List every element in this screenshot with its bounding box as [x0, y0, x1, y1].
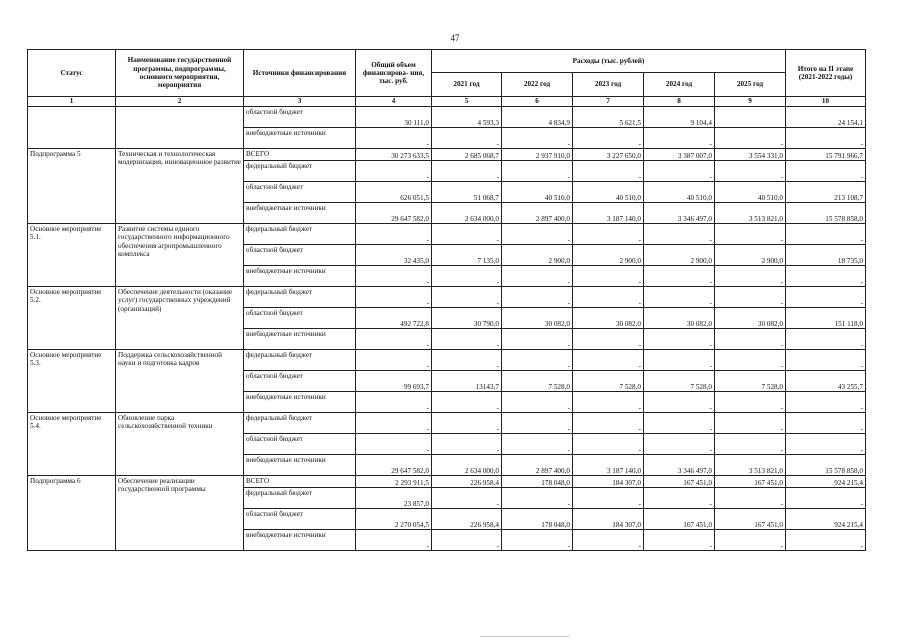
- table-row: [28, 224, 866, 245]
- funding-source-cell: областной бюджет: [244, 509, 356, 530]
- year-value-cell: -: [715, 530, 786, 551]
- itogo-value-cell: -: [786, 329, 866, 350]
- funding-source-cell: федеральный бюджет: [244, 287, 356, 308]
- year-value-cell: 3 187 140,0: [573, 455, 644, 476]
- year-value-cell: -: [715, 488, 786, 509]
- year-value-cell: 13143,7: [432, 371, 502, 392]
- itogo-value-cell: 24 154,1: [786, 107, 866, 128]
- funding-source-cell: внебюджетные источники: [244, 455, 356, 476]
- year-value-cell: -: [502, 266, 573, 287]
- total-value-cell: 492 722,8: [356, 308, 432, 329]
- column-number: 6: [502, 97, 573, 107]
- year-value-cell: 30 082,0: [502, 308, 573, 329]
- year-value-cell: 178 048,0: [502, 509, 573, 530]
- year-value-cell: -: [573, 530, 644, 551]
- status-cell: Подпрограмма 6: [28, 476, 116, 551]
- year-value-cell: 30 082,0: [715, 308, 786, 329]
- year-value-cell: -: [573, 128, 644, 149]
- program-name-cell: [116, 107, 244, 149]
- year-value-cell: -: [573, 434, 644, 455]
- status-cell: Основное мероприятие 5.2.: [28, 287, 116, 350]
- year-value-cell: -: [715, 128, 786, 149]
- year-value-cell: -: [573, 266, 644, 287]
- table-row: [28, 107, 866, 128]
- year-value-cell: 40 510,0: [644, 182, 715, 203]
- year-value-cell: 167 451,0: [715, 476, 786, 488]
- funding-source-cell: ВСЕГО: [244, 476, 356, 488]
- column-number: 10: [786, 97, 866, 107]
- col-source-header: Источники финансирования: [244, 50, 356, 97]
- col-total-header: Общий объем финансирова- ния, тыс. руб.: [356, 50, 432, 97]
- year-value-cell: -: [573, 392, 644, 413]
- year-value-cell: 5 621,5: [573, 107, 644, 128]
- year-value-cell: -: [502, 287, 573, 308]
- table-row: [28, 149, 866, 161]
- year-value-cell: -: [432, 266, 502, 287]
- program-name-cell: Обновление парка сельскохозяйственной техники: [116, 413, 244, 476]
- year-value-cell: 9 104,4: [644, 107, 715, 128]
- year-value-cell: 2 900,0: [644, 245, 715, 266]
- funding-source-cell: внебюджетные источники: [244, 392, 356, 413]
- year-header: 2021 год: [432, 73, 502, 97]
- funding-source-cell: ВСЕГО: [244, 149, 356, 161]
- col-itogo-header: Итого на II этапе (2021-2022 годы): [786, 50, 866, 97]
- year-value-cell: 2 900,0: [573, 245, 644, 266]
- year-value-cell: -: [715, 224, 786, 245]
- year-value-cell: 184 307,0: [573, 509, 644, 530]
- year-value-cell: 30 790,0: [432, 308, 502, 329]
- itogo-value-cell: -: [786, 224, 866, 245]
- itogo-value-cell: 213 108,7: [786, 182, 866, 203]
- funding-source-cell: федеральный бюджет: [244, 488, 356, 509]
- year-header: 2022 год: [502, 73, 573, 97]
- year-value-cell: 7 135,0: [432, 245, 502, 266]
- funding-source-cell: областной бюджет: [244, 245, 356, 266]
- total-value-cell: -: [356, 413, 432, 434]
- total-value-cell: -: [356, 329, 432, 350]
- year-value-cell: 7 528,0: [502, 371, 573, 392]
- year-value-cell: -: [715, 287, 786, 308]
- year-value-cell: -: [644, 530, 715, 551]
- itogo-value-cell: -: [786, 434, 866, 455]
- year-value-cell: 7 528,0: [715, 371, 786, 392]
- year-value-cell: -: [502, 530, 573, 551]
- year-value-cell: 226 958,4: [432, 509, 502, 530]
- itogo-value-cell: 18 735,0: [786, 245, 866, 266]
- funding-source-cell: областной бюджет: [244, 371, 356, 392]
- year-value-cell: -: [644, 392, 715, 413]
- column-number: 8: [644, 97, 715, 107]
- program-name-cell: Техническая и технологическая модернизация, инновационное развитие: [116, 149, 244, 224]
- funding-source-cell: внебюджетные источники: [244, 329, 356, 350]
- itogo-value-cell: -: [786, 488, 866, 509]
- total-value-cell: 30 111,0: [356, 107, 432, 128]
- year-value-cell: 2 685 068,7: [432, 149, 502, 161]
- year-value-cell: 178 048,0: [502, 476, 573, 488]
- year-value-cell: -: [715, 413, 786, 434]
- status-cell: Основное мероприятие 5.4.: [28, 413, 116, 476]
- year-value-cell: -: [644, 350, 715, 371]
- table-row: [28, 287, 866, 308]
- year-header: 2024 год: [644, 73, 715, 97]
- year-value-cell: -: [715, 350, 786, 371]
- total-value-cell: -: [356, 287, 432, 308]
- year-value-cell: -: [573, 224, 644, 245]
- column-number: 4: [356, 97, 432, 107]
- itogo-value-cell: 151 118,0: [786, 308, 866, 329]
- year-value-cell: -: [644, 128, 715, 149]
- column-number: 5: [432, 97, 502, 107]
- total-value-cell: -: [356, 266, 432, 287]
- year-value-cell: -: [502, 329, 573, 350]
- year-value-cell: 167 451,0: [644, 509, 715, 530]
- year-value-cell: -: [573, 488, 644, 509]
- column-number: 2: [116, 97, 244, 107]
- year-value-cell: -: [432, 413, 502, 434]
- itogo-value-cell: -: [786, 266, 866, 287]
- itogo-value-cell: -: [786, 530, 866, 551]
- total-value-cell: 30 273 633,5: [356, 149, 432, 161]
- column-number: 9: [715, 97, 786, 107]
- year-value-cell: 7 528,0: [644, 371, 715, 392]
- year-value-cell: [715, 107, 786, 128]
- funding-source-cell: областной бюджет: [244, 107, 356, 128]
- year-value-cell: 184 307,0: [573, 476, 644, 488]
- itogo-value-cell: 15 578 858,0: [786, 455, 866, 476]
- year-value-cell: 3 227 650,0: [573, 149, 644, 161]
- total-value-cell: 29 647 582,0: [356, 203, 432, 224]
- total-value-cell: -: [356, 224, 432, 245]
- funding-source-cell: федеральный бюджет: [244, 413, 356, 434]
- status-cell: Основное мероприятие 5.3.: [28, 350, 116, 413]
- itogo-value-cell: -: [786, 287, 866, 308]
- year-value-cell: -: [644, 488, 715, 509]
- year-header: 2025 год: [715, 73, 786, 97]
- program-name-cell: Поддержка сельскохозяйственной науки и подготовка кадров: [116, 350, 244, 413]
- itogo-value-cell: 924 215,4: [786, 509, 866, 530]
- total-value-cell: -: [356, 128, 432, 149]
- year-value-cell: -: [432, 329, 502, 350]
- year-value-cell: 167 451,0: [644, 476, 715, 488]
- year-value-cell: 2 900,0: [715, 245, 786, 266]
- year-value-cell: -: [432, 488, 502, 509]
- itogo-value-cell: 924 215,4: [786, 476, 866, 488]
- year-value-cell: 51 068,7: [432, 182, 502, 203]
- total-value-cell: 32 435,0: [356, 245, 432, 266]
- year-value-cell: 2 900,0: [502, 245, 573, 266]
- col-name-header: Наименование государственной программы, подпрограммы, основного мероприятия, мероприятия: [116, 50, 244, 97]
- funding-source-cell: внебюджетные источники: [244, 128, 356, 149]
- year-value-cell: -: [715, 266, 786, 287]
- itogo-value-cell: 43 255,7: [786, 371, 866, 392]
- year-value-cell: -: [573, 413, 644, 434]
- itogo-value-cell: 15 791 966,7: [786, 149, 866, 161]
- col-status-header: Статус: [28, 50, 116, 97]
- program-name-cell: Обеспечение реализации государственной программы: [116, 476, 244, 551]
- column-number: 3: [244, 97, 356, 107]
- year-value-cell: 4 593,3: [432, 107, 502, 128]
- total-value-cell: 2 270 054,5: [356, 509, 432, 530]
- year-value-cell: 30 082,0: [644, 308, 715, 329]
- itogo-value-cell: -: [786, 350, 866, 371]
- year-value-cell: 40 510,0: [715, 182, 786, 203]
- program-name-cell: Обеспечение деятельности (оказание услуг) государственных учреждений (организаций): [116, 287, 244, 350]
- total-value-cell: 23 857,0: [356, 488, 432, 509]
- year-value-cell: -: [644, 287, 715, 308]
- year-value-cell: -: [502, 350, 573, 371]
- funding-source-cell: федеральный бюджет: [244, 224, 356, 245]
- year-value-cell: 2 937 910,0: [502, 149, 573, 161]
- table-row: [28, 476, 866, 488]
- funding-source-cell: областной бюджет: [244, 182, 356, 203]
- total-value-cell: -: [356, 161, 432, 182]
- year-value-cell: -: [502, 128, 573, 149]
- funding-source-cell: внебюджетные источники: [244, 203, 356, 224]
- year-value-cell: -: [432, 128, 502, 149]
- itogo-value-cell: -: [786, 161, 866, 182]
- year-value-cell: -: [573, 329, 644, 350]
- column-number: 7: [573, 97, 644, 107]
- year-value-cell: 4 834,9: [502, 107, 573, 128]
- year-value-cell: 226 958,4: [432, 476, 502, 488]
- year-header: 2023 год: [573, 73, 644, 97]
- page-edge-line: [480, 636, 570, 637]
- year-value-cell: 3 346 497,0: [644, 203, 715, 224]
- year-value-cell: 40 510,0: [502, 182, 573, 203]
- year-value-cell: -: [644, 413, 715, 434]
- budget-table: [27, 49, 866, 551]
- year-value-cell: -: [502, 434, 573, 455]
- total-value-cell: -: [356, 350, 432, 371]
- itogo-value-cell: 15 578 858,0: [786, 203, 866, 224]
- itogo-value-cell: -: [786, 128, 866, 149]
- year-value-cell: 40 510,0: [573, 182, 644, 203]
- year-value-cell: -: [715, 329, 786, 350]
- year-value-cell: 3 513 821,0: [715, 455, 786, 476]
- year-value-cell: 7 528,0: [573, 371, 644, 392]
- year-value-cell: 2 634 000,0: [432, 455, 502, 476]
- table-row: [28, 350, 866, 371]
- year-value-cell: -: [715, 434, 786, 455]
- funding-source-cell: внебюджетные источники: [244, 530, 356, 551]
- year-value-cell: 30 082,0: [573, 308, 644, 329]
- total-value-cell: 99 693,7: [356, 371, 432, 392]
- year-value-cell: -: [502, 413, 573, 434]
- total-value-cell: -: [356, 530, 432, 551]
- funding-source-cell: федеральный бюджет: [244, 350, 356, 371]
- year-value-cell: 3 554 331,0: [715, 149, 786, 161]
- col-expenses-header: Расходы (тыс. рублей): [432, 50, 786, 73]
- total-value-cell: 2 293 911,5: [356, 476, 432, 488]
- funding-source-cell: внебюджетные источники: [244, 266, 356, 287]
- funding-source-cell: областной бюджет: [244, 308, 356, 329]
- year-value-cell: -: [432, 530, 502, 551]
- funding-source-cell: федеральный бюджет: [244, 161, 356, 182]
- year-value-cell: 3 513 821,0: [715, 203, 786, 224]
- year-value-cell: 2 634 000,0: [432, 203, 502, 224]
- status-cell: Подпрограмма 5: [28, 149, 116, 224]
- column-number: 1: [28, 97, 116, 107]
- year-value-cell: -: [432, 224, 502, 245]
- year-value-cell: -: [432, 350, 502, 371]
- year-value-cell: -: [573, 350, 644, 371]
- status-cell: [28, 107, 116, 149]
- itogo-value-cell: -: [786, 413, 866, 434]
- year-value-cell: -: [502, 161, 573, 182]
- funding-source-cell: областной бюджет: [244, 434, 356, 455]
- year-value-cell: -: [432, 434, 502, 455]
- year-value-cell: -: [432, 161, 502, 182]
- total-value-cell: -: [356, 434, 432, 455]
- year-value-cell: -: [715, 161, 786, 182]
- year-value-cell: -: [715, 392, 786, 413]
- year-value-cell: -: [432, 392, 502, 413]
- year-value-cell: 3 346 497,0: [644, 455, 715, 476]
- year-value-cell: 2 897 400,0: [502, 455, 573, 476]
- page-number: 47: [450, 33, 460, 43]
- total-value-cell: -: [356, 392, 432, 413]
- program-name-cell: Развитие системы единого государственного информационного обеспечения агропромышленного комплекса: [116, 224, 244, 287]
- year-value-cell: -: [502, 392, 573, 413]
- year-value-cell: 2 897 400,0: [502, 203, 573, 224]
- year-value-cell: -: [644, 224, 715, 245]
- year-value-cell: -: [432, 287, 502, 308]
- year-value-cell: -: [502, 224, 573, 245]
- year-value-cell: 167 451,0: [715, 509, 786, 530]
- year-value-cell: -: [573, 287, 644, 308]
- year-value-cell: -: [502, 488, 573, 509]
- status-cell: Основное мероприятие 5.1.: [28, 224, 116, 287]
- table-row: [28, 413, 866, 434]
- column-number-row: [28, 97, 866, 107]
- total-value-cell: 29 647 582,0: [356, 455, 432, 476]
- year-value-cell: -: [573, 161, 644, 182]
- year-value-cell: 3 387 007,0: [644, 149, 715, 161]
- year-value-cell: -: [644, 266, 715, 287]
- total-value-cell: 626 051,5: [356, 182, 432, 203]
- year-value-cell: -: [644, 434, 715, 455]
- year-value-cell: -: [644, 329, 715, 350]
- itogo-value-cell: -: [786, 392, 866, 413]
- year-value-cell: -: [644, 161, 715, 182]
- year-value-cell: 3 187 140,0: [573, 203, 644, 224]
